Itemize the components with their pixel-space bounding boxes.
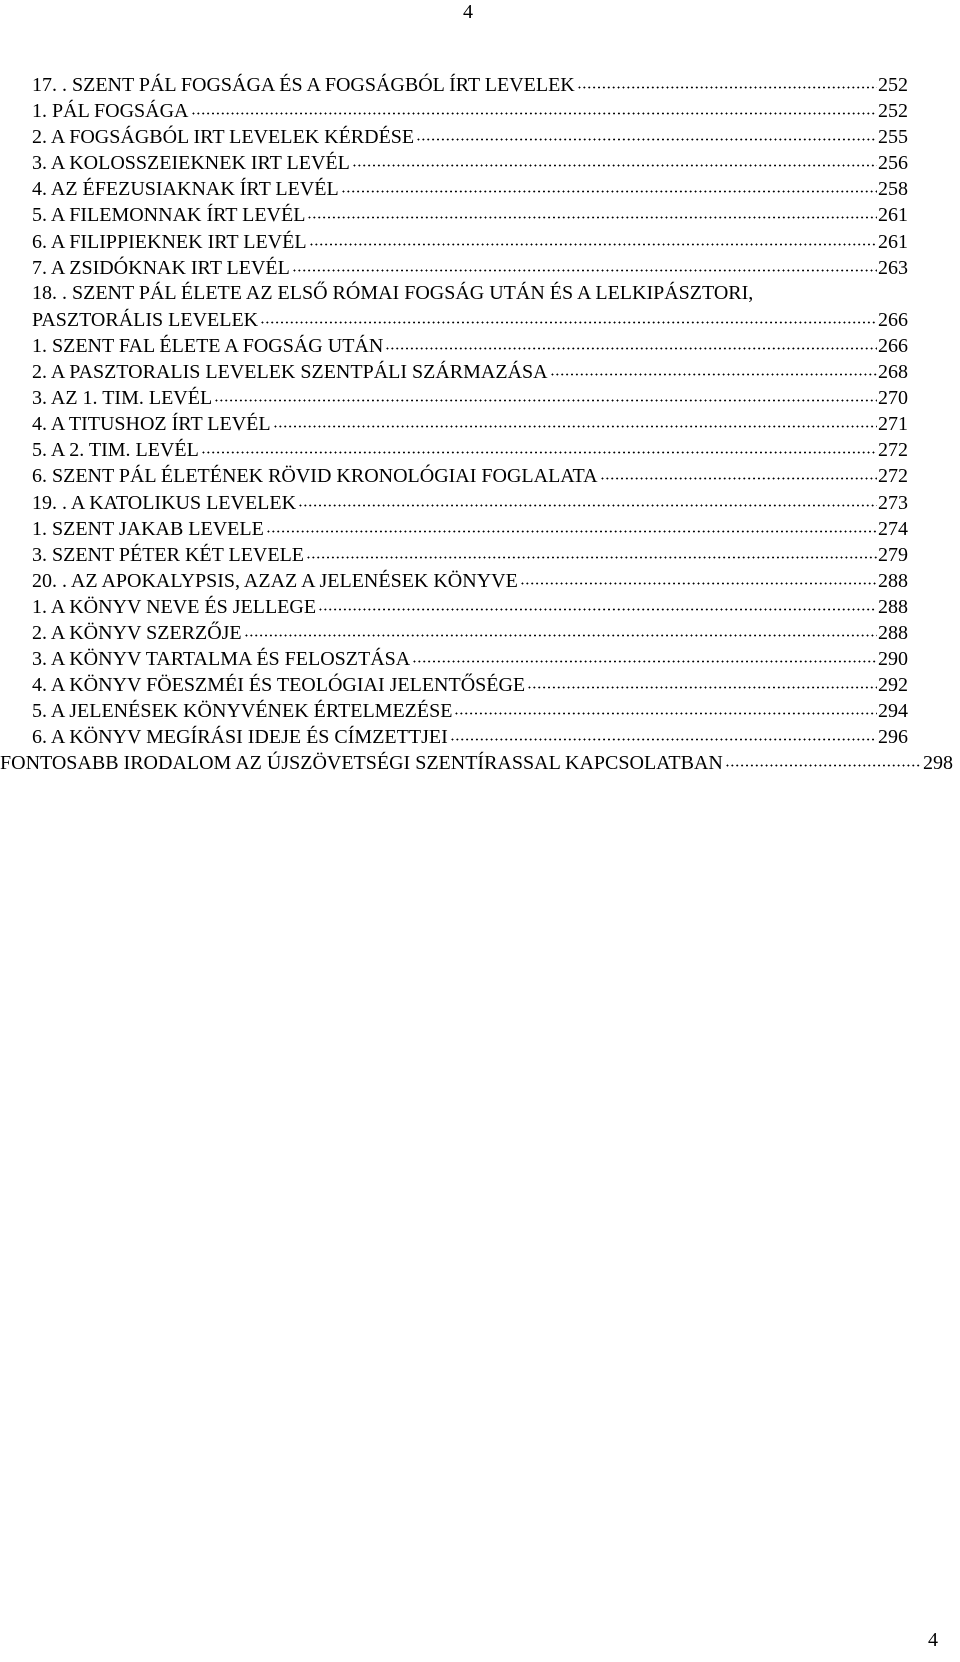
toc-entry-title: 1. PÁL FOGSÁGA bbox=[32, 100, 189, 123]
dot-leader bbox=[260, 306, 877, 326]
toc-entry[interactable] bbox=[0, 175, 960, 201]
toc-entry[interactable] bbox=[0, 201, 960, 227]
dot-leader bbox=[292, 254, 877, 274]
toc-entry-title: 1. SZENT JAKAB LEVELE bbox=[32, 517, 264, 540]
toc-entry-page: 268 bbox=[878, 361, 908, 384]
toc-entry[interactable] bbox=[0, 228, 960, 254]
toc-entry-page: 266 bbox=[878, 308, 908, 331]
toc-entry-page: 296 bbox=[878, 726, 908, 749]
toc-entry[interactable] bbox=[0, 671, 960, 697]
toc-entry[interactable] bbox=[0, 358, 960, 384]
toc-entry[interactable] bbox=[0, 384, 960, 410]
toc-entry-page: 261 bbox=[878, 230, 908, 253]
toc-entry-title: FONTOSABB IRODALOM AZ ÚJSZÖVETSÉGI SZENTÍRASSAL KAPCSOLATBAN bbox=[0, 752, 723, 775]
toc-entry-title: 3. A KÖNYV TARTALMA ÉS FELOSZTÁSA bbox=[32, 648, 411, 671]
toc-entry-page: 271 bbox=[878, 413, 908, 436]
toc-entry-title: 5. A JELENÉSEK KÖNYVÉNEK ÉRTELMEZÉSE bbox=[32, 700, 453, 723]
toc-entry-page: 258 bbox=[878, 178, 908, 201]
toc-entry-title: 7. A ZSIDÓKNAK IRT LEVÉL bbox=[32, 256, 290, 279]
toc-entry-page: 252 bbox=[878, 74, 908, 96]
dot-leader bbox=[454, 697, 877, 717]
toc-entry-title: 5. A FILEMONNAK ÍRT LEVÉL bbox=[32, 204, 306, 227]
dot-leader bbox=[201, 436, 877, 456]
toc-entry-title: 4. AZ ÉFEZUSIAKNAK ÍRT LEVÉL bbox=[32, 178, 339, 201]
toc-entry[interactable] bbox=[0, 436, 960, 462]
toc-entry-page: 288 bbox=[878, 621, 908, 644]
toc-entry[interactable] bbox=[0, 697, 960, 723]
toc-entry[interactable] bbox=[0, 645, 960, 671]
toc-entry[interactable] bbox=[0, 306, 960, 332]
dot-leader bbox=[266, 515, 877, 535]
toc-entry-page: 274 bbox=[878, 517, 908, 540]
toc-entry-title: 6. A FILIPPIEKNEK IRT LEVÉL bbox=[32, 230, 307, 253]
toc-entry-page: 279 bbox=[878, 543, 908, 566]
table-of-contents bbox=[0, 71, 960, 776]
toc-entry-title: 3. SZENT PÉTER KÉT LEVELE bbox=[32, 543, 305, 566]
dot-leader bbox=[577, 71, 877, 91]
toc-entry-page: 270 bbox=[878, 387, 908, 410]
toc-entry[interactable] bbox=[0, 593, 960, 619]
toc-entry[interactable] bbox=[0, 567, 960, 593]
toc-entry-page: 272 bbox=[878, 465, 908, 488]
toc-entry-title: 6. SZENT PÁL ÉLETÉNEK RÖVID KRONOLÓGIAI FOGLALATA bbox=[32, 465, 598, 488]
toc-entry[interactable] bbox=[0, 619, 960, 645]
toc-entry[interactable] bbox=[0, 723, 960, 749]
toc-entry-page: 288 bbox=[878, 595, 908, 618]
toc-entry-page: 288 bbox=[878, 569, 908, 592]
toc-entry-title: PASZTORÁLIS LEVELEK bbox=[32, 308, 259, 331]
toc-entry-page: 272 bbox=[878, 439, 908, 462]
dot-leader bbox=[600, 462, 877, 482]
page-number-top: 4 bbox=[463, 1, 473, 23]
toc-entry-title: 1. SZENT FAL ÉLETE A FOGSÁG UTÁN bbox=[32, 334, 384, 357]
dot-leader bbox=[527, 671, 877, 691]
toc-entry[interactable] bbox=[0, 280, 960, 306]
toc-entry[interactable] bbox=[0, 254, 960, 280]
toc-entry-page: 290 bbox=[878, 648, 908, 671]
toc-entry[interactable] bbox=[0, 410, 960, 436]
toc-entry-title: 17. . SZENT PÁL FOGSÁGA ÉS A FOGSÁGBÓL ÍRT LEVELEK bbox=[32, 74, 575, 96]
toc-entry-page: 292 bbox=[878, 674, 908, 697]
dot-leader bbox=[214, 384, 877, 404]
dot-leader bbox=[273, 410, 877, 430]
dot-leader bbox=[416, 123, 877, 143]
toc-entry[interactable] bbox=[0, 515, 960, 541]
toc-entry-page: 256 bbox=[878, 152, 908, 175]
toc-entry-title: 4. A KÖNYV FÖESZMÉI ÉS TEOLÓGIAI JELENTŐSÉGE bbox=[32, 674, 526, 697]
toc-entry-title: 18. . SZENT PÁL ÉLETE AZ ELSŐ RÓMAI FOGSÁG UTÁN ÉS A LELKIPÁSZTORI, bbox=[32, 281, 754, 304]
dot-leader bbox=[306, 541, 877, 561]
toc-entry-title: 19. . A KATOLIKUS LEVELEK bbox=[32, 491, 297, 514]
toc-entry-page: 252 bbox=[878, 100, 908, 123]
dot-leader bbox=[550, 358, 877, 378]
dot-leader bbox=[191, 97, 877, 117]
dot-leader bbox=[450, 723, 877, 743]
toc-entry-page: 255 bbox=[878, 126, 908, 149]
toc-entry-title: 4. A TITUSHOZ ÍRT LEVÉL bbox=[32, 413, 271, 436]
toc-entry-title: 2. A PASZTORALIS LEVELEK SZENTPÁLI SZÁRMAZÁSA bbox=[32, 361, 548, 384]
toc-entry[interactable] bbox=[0, 123, 960, 149]
toc-entry-page: 266 bbox=[878, 334, 908, 357]
toc-entry-title: 2. A KÖNYV SZERZŐJE bbox=[32, 621, 242, 644]
dot-leader bbox=[520, 567, 877, 587]
dot-leader bbox=[385, 332, 877, 352]
toc-entry-page: 273 bbox=[878, 491, 908, 514]
toc-entry[interactable] bbox=[0, 749, 960, 775]
dot-leader bbox=[725, 749, 922, 769]
toc-entry[interactable] bbox=[0, 462, 960, 488]
toc-entry[interactable] bbox=[0, 489, 960, 515]
dot-leader bbox=[298, 489, 877, 509]
toc-entry-title: 5. A 2. TIM. LEVÉL bbox=[32, 439, 199, 462]
toc-entry-page: 298 bbox=[923, 752, 953, 775]
toc-entry-page: 294 bbox=[878, 700, 908, 723]
toc-entry-title: 3. AZ 1. TIM. LEVÉL bbox=[32, 387, 213, 410]
dot-leader bbox=[412, 645, 877, 665]
dot-leader bbox=[307, 201, 877, 221]
toc-entry-page: 261 bbox=[878, 204, 908, 227]
toc-entry-title: 20. . AZ APOKALYPSIS, AZAZ A JELENÉSEK KÖNYVE bbox=[32, 569, 518, 592]
dot-leader bbox=[341, 175, 877, 195]
dot-leader bbox=[318, 593, 877, 613]
dot-leader bbox=[244, 619, 877, 639]
toc-entry[interactable] bbox=[0, 71, 960, 97]
toc-entry[interactable] bbox=[0, 97, 960, 123]
toc-entry[interactable] bbox=[0, 541, 960, 567]
toc-entry-page: 263 bbox=[878, 256, 908, 279]
toc-entry[interactable] bbox=[0, 332, 960, 358]
dot-leader bbox=[352, 149, 877, 169]
toc-entry[interactable] bbox=[0, 149, 960, 175]
toc-entry-title: 1. A KÖNYV NEVE ÉS JELLEGE bbox=[32, 595, 317, 618]
page-number-bottom: 4 bbox=[928, 1629, 938, 1651]
toc-entry-title: 2. A FOGSÁGBÓL IRT LEVELEK KÉRDÉSE bbox=[32, 126, 415, 149]
dot-leader bbox=[309, 228, 877, 248]
toc-entry-title: 3. A KOLOSSZEIEKNEK IRT LEVÉL bbox=[32, 152, 350, 175]
toc-entry-title: 6. A KÖNYV MEGÍRÁSI IDEJE ÉS CÍMZETTJEI bbox=[32, 726, 448, 749]
